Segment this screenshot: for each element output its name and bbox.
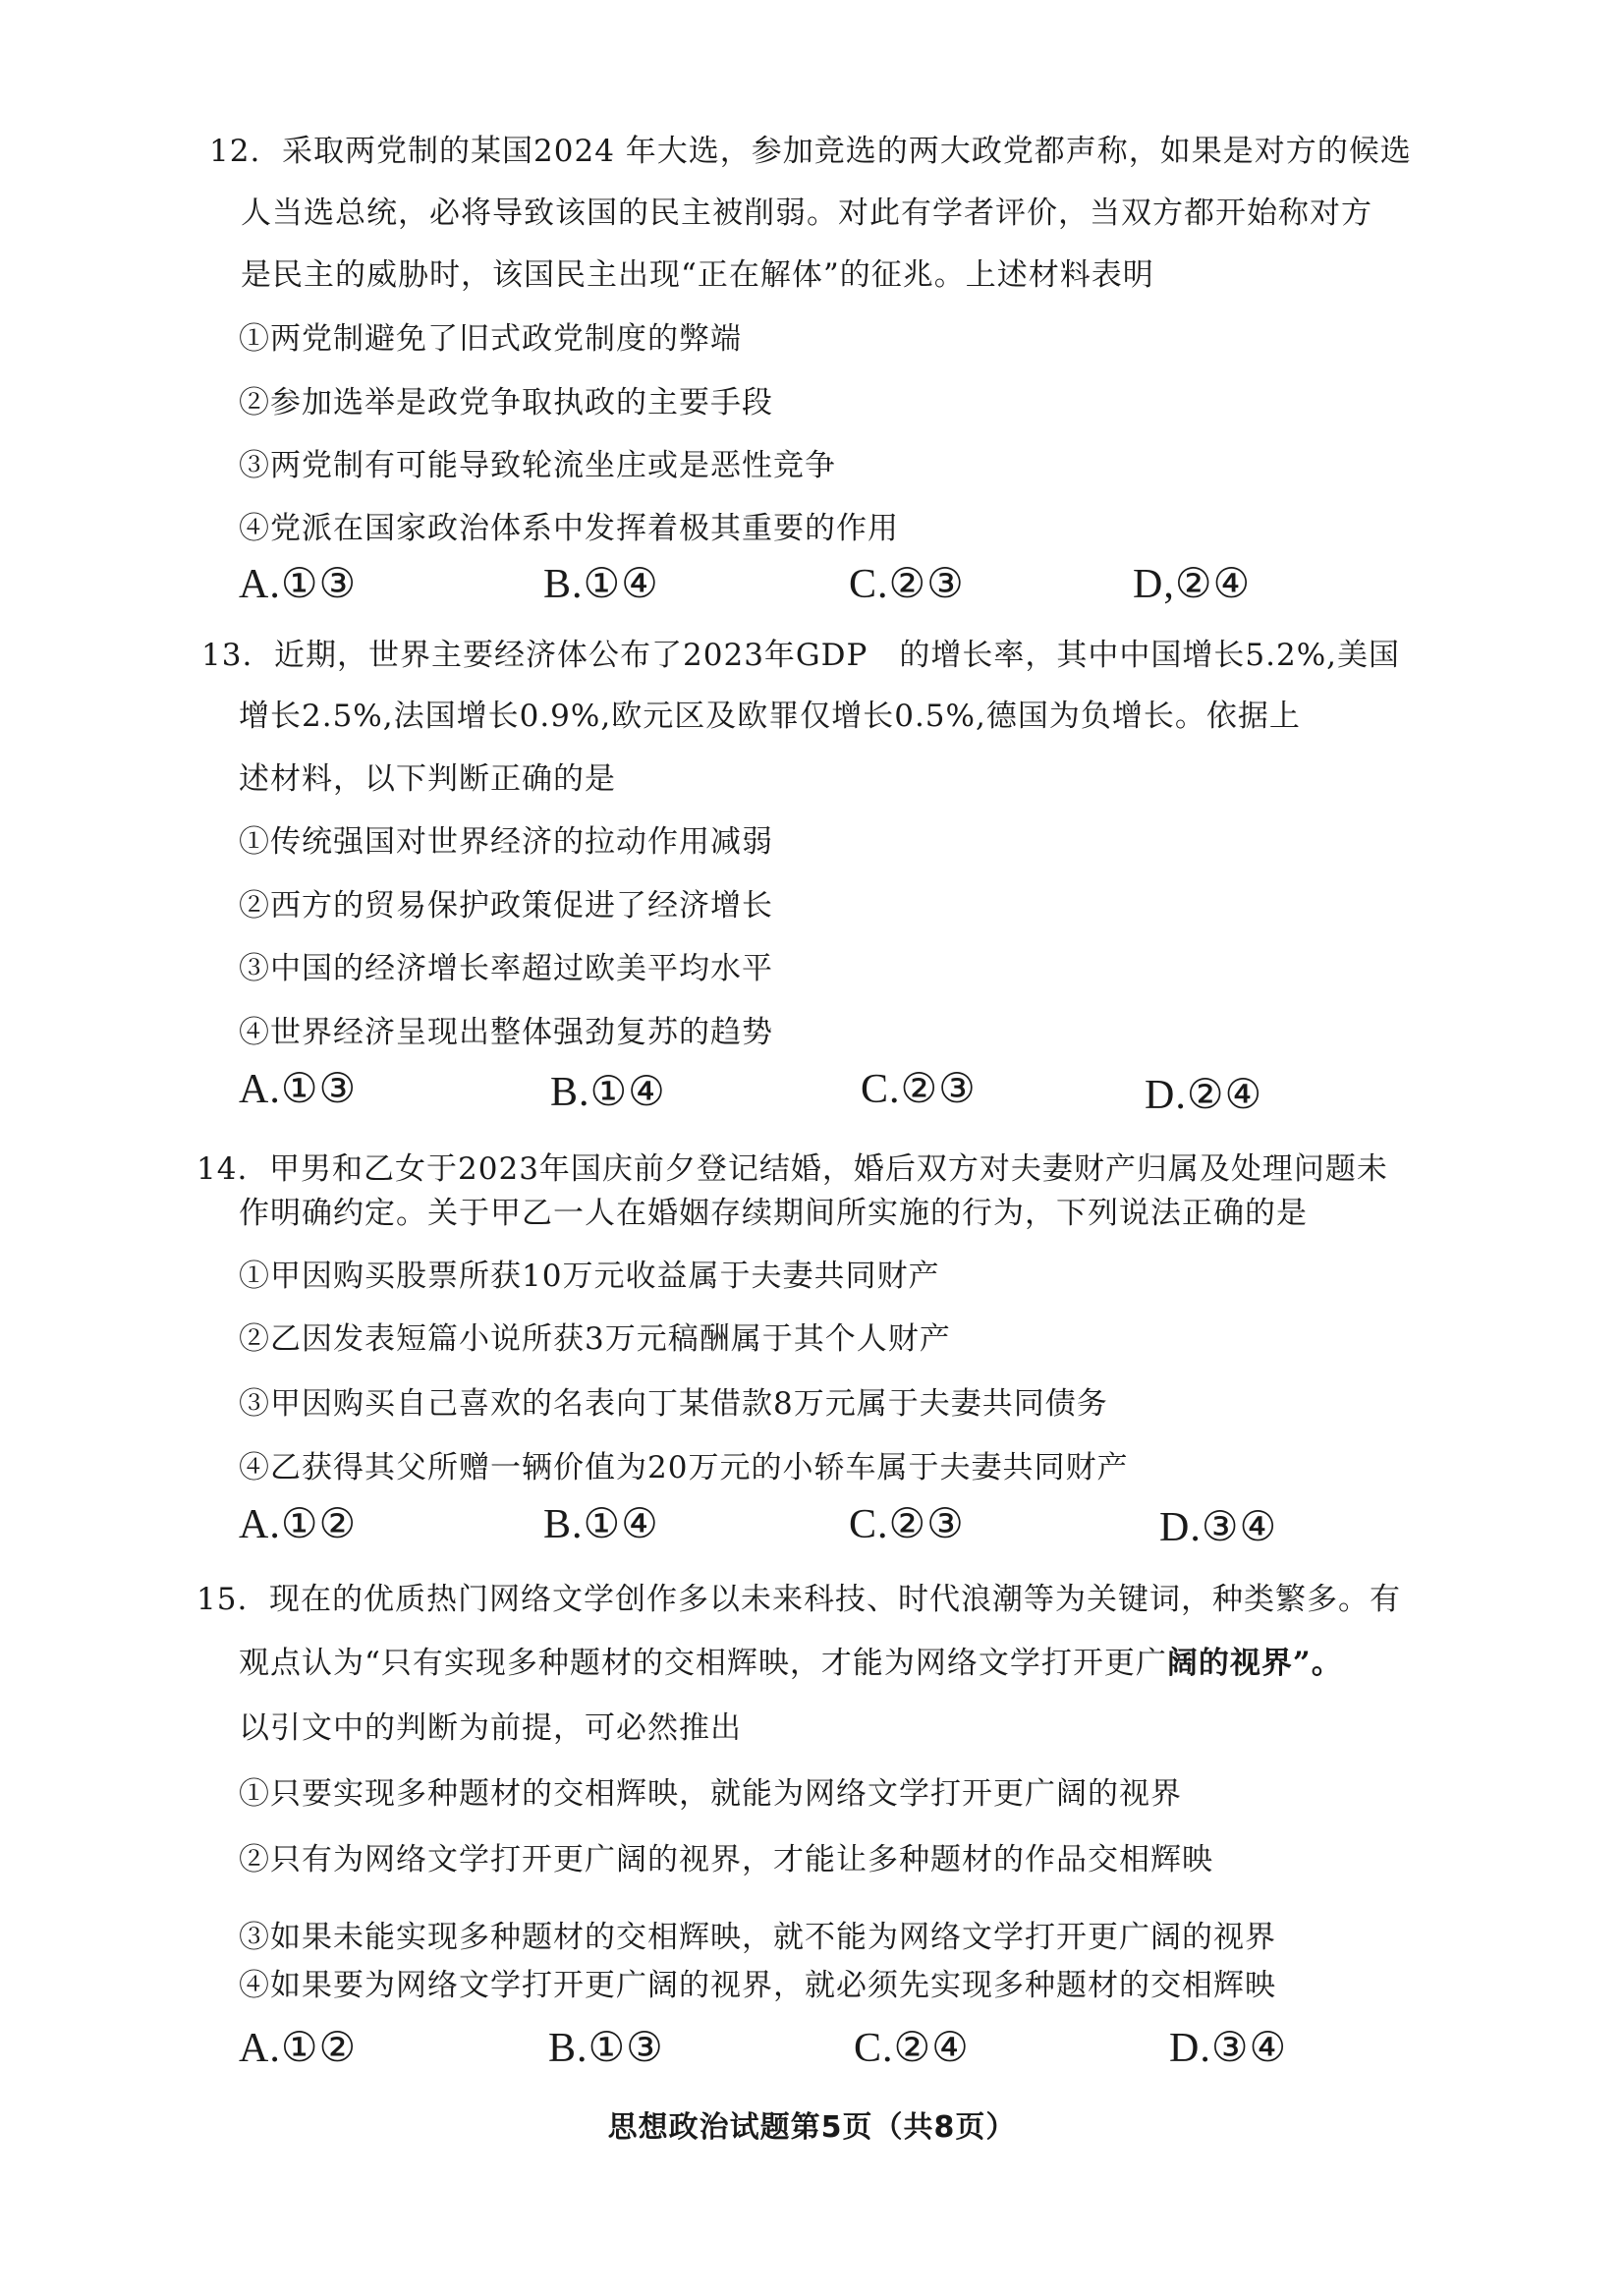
choice-d: D.②④ [1145,1073,1263,1118]
choice-a: A.①③ [239,1067,358,1112]
question-12-stem-line-2: 人当选总统，必将导致该国的民主被削弱。对此有学者评价，当双方都开始称对方 [241,196,1372,231]
choice-d: D,②④ [1133,562,1252,607]
question-14-stem-line-2: 作明确约定。关于甲乙一人在婚姻存续期间所实施的行为，下列说法正确的是 [239,1196,1308,1231]
emphasized-text: 阔的视界”。 [1166,1646,1343,1681]
question-13-stem-line-3: 述材料，以下判断正确的是 [239,761,616,797]
choice-a: A.①③ [239,562,358,607]
question-number: 13. [201,638,253,673]
question-13-stem-line-1: 13. 近期，世界主要经济体公布了2023年GDP 的增长率，其中中国增长5.2%,美国 [201,638,1401,673]
question-15-stem-line-3: 以引文中的判断为前提，可必然推出 [239,1710,742,1746]
question-15-option-1: ①只要实现多种题材的交相辉映，就能为网络文学打开更广阔的视界 [239,1776,1182,1812]
question-15-stem-line-1: 15. 现在的优质热门网络文学创作多以未来科技、时代浪潮等为关键词，种类繁多。有 [196,1582,1402,1617]
question-14-option-3: ③甲因购买自己喜欢的名表向丁某借款8万元属于夫妻共同债务 [239,1386,1108,1422]
question-15-option-3: ③如果未能实现多种题材的交相辉映，就不能为网络文学打开更广阔的视界 [239,1920,1276,1955]
choice-c: C.②③ [849,562,965,607]
question-13-stem-line-2: 增长2.5%,法国增长0.9%,欧元区及欧罪仅增长0.5%,德国为负增长。依据上 [239,699,1301,734]
question-14-option-1: ①甲因购买股票所获10万元收益属于夫妻共同财产 [239,1259,940,1294]
choice-b: B.①④ [543,562,659,607]
choice-c: C.②③ [849,1502,965,1547]
question-12-stem-line-3: 是民主的威胁时，该国民主出现“正在解体”的征兆。上述材料表明 [241,257,1154,293]
question-15-stem-line-2: 观点认为“只有实现多种题材的交相辉映，才能为网络文学打开更广阔的视界”。 [239,1646,1343,1681]
question-14-option-2: ②乙因发表短篇小说所获3万元稿酬属于其个人财产 [239,1321,951,1357]
choice-c: C.②④ [854,2026,970,2071]
question-12-option-2: ②参加选举是政党争取执政的主要手段 [239,385,773,420]
question-12-option-4: ④党派在国家政治体系中发挥着极其重要的作用 [239,511,899,546]
question-14-option-4: ④乙获得其父所赠一辆价值为20万元的小轿车属于夫妻共同财产 [239,1450,1129,1485]
question-13-option-3: ③中国的经济增长率超过欧美平均水平 [239,951,773,986]
choice-c: C.②③ [861,1067,977,1112]
choice-a: A.①② [239,2026,358,2071]
question-12-option-3: ③两党制有可能导致轮流坐庄或是恶性竞争 [239,448,836,483]
question-number: 14. [196,1151,249,1187]
page-footer: 思想政治试题第5页（共8页） [607,2110,1017,2145]
question-14-stem-line-1: 14. 甲男和乙女于2023年国庆前夕登记结婚，婚后双方对夫妻财产归属及处理问题未 [196,1151,1388,1187]
question-15-option-2: ②只有为网络文学打开更广阔的视界，才能让多种题材的作品交相辉映 [239,1842,1213,1877]
question-12-stem-line-1: 12. 采取两党制的某国2024 年大选，参加竞选的两大政党都声称，如果是对方的候选 [209,134,1412,169]
question-13-option-1: ①传统强国对世界经济的拉动作用减弱 [239,824,773,860]
choice-a: A.①② [239,1502,358,1547]
question-13-option-2: ②西方的贸易保护政策促进了经济增长 [239,888,773,924]
question-number: 15. [196,1582,249,1617]
choice-d: D.③④ [1159,1505,1278,1550]
choice-d: D.③④ [1169,2026,1288,2071]
choice-b: B.①④ [543,1502,659,1547]
question-15-option-4: ④如果要为网络文学打开更广阔的视界，就必须先实现多种题材的交相辉映 [239,1968,1276,2003]
question-number: 12. [209,134,261,169]
question-12-option-1: ①两党制避免了旧式政党制度的弊端 [239,321,742,357]
question-13-option-4: ④世界经济呈现出整体强劲复苏的趋势 [239,1015,773,1050]
choice-b: B.①③ [548,2026,664,2071]
choice-b: B.①④ [550,1070,666,1115]
